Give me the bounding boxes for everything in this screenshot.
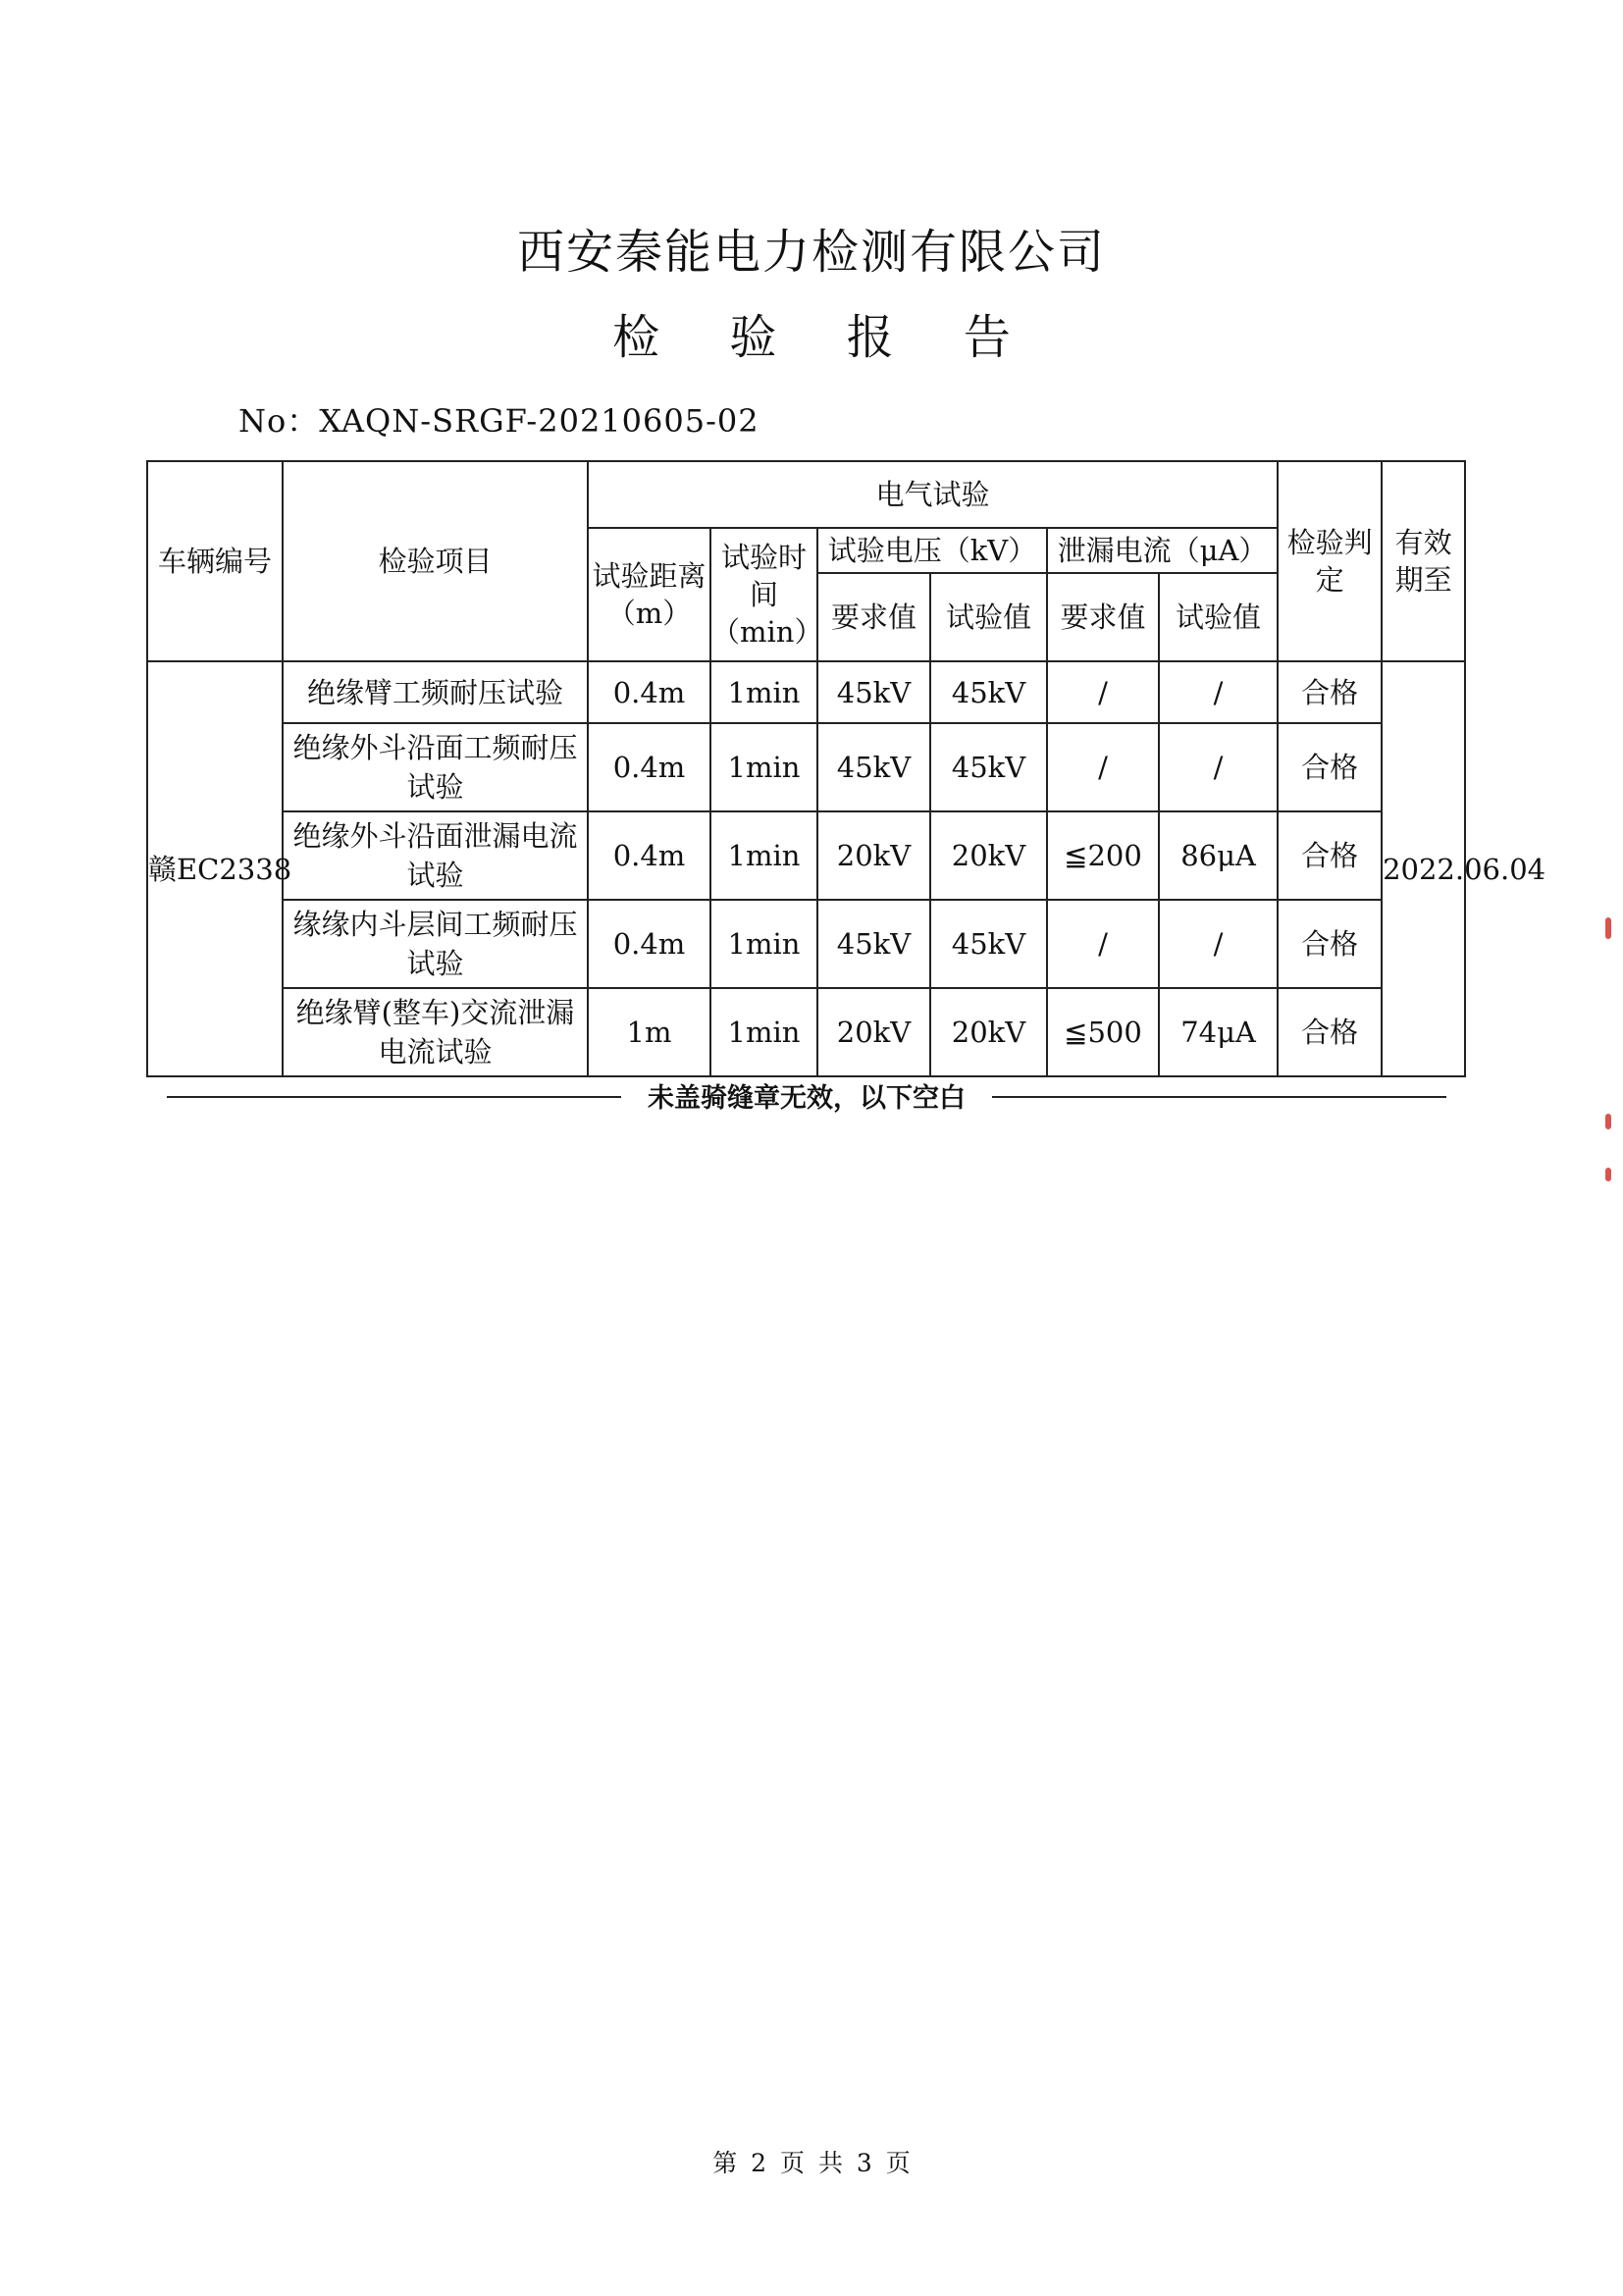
test-distance: 1m <box>588 988 710 1076</box>
seal-edge-mark <box>1605 1114 1611 1129</box>
blank-below-notice: 未盖骑缝章无效，以下空白 <box>648 1083 966 1114</box>
company-name: 西安秦能电力检测有限公司 <box>516 225 1106 280</box>
table-row <box>147 811 1465 900</box>
header-distance: 试验距离（m） <box>588 528 710 661</box>
judgement-result: 合格 <box>1278 900 1382 988</box>
voltage-required: 20kV <box>817 811 930 900</box>
table-row <box>147 661 1465 723</box>
voltage-required: 45kV <box>817 661 930 723</box>
header-electrical-test: 电气试验 <box>588 461 1278 528</box>
test-item-name: 绝缘外斗沿面工频耐压试验 <box>283 723 588 811</box>
leakage-required: ≦500 <box>1047 988 1159 1076</box>
voltage-required: 45kV <box>817 900 930 988</box>
seal-edge-mark <box>1605 1168 1611 1181</box>
test-item-name: 绝缘臂工频耐压试验 <box>283 661 588 723</box>
test-distance: 0.4m <box>588 900 710 988</box>
test-item-name: 绝缘臂(整车)交流泄漏电流试验 <box>283 988 588 1076</box>
leakage-measured: / <box>1159 723 1278 811</box>
table-row <box>147 988 1465 1076</box>
leakage-required: / <box>1047 723 1159 811</box>
test-distance: 0.4m <box>588 811 710 900</box>
notice-divider-right <box>992 1096 1446 1098</box>
table-row <box>147 900 1465 988</box>
voltage-measured: 45kV <box>930 661 1047 723</box>
header-voltage: 试验电压（kV） <box>817 528 1047 573</box>
valid-until-date: 2022.06.04 <box>1382 661 1465 1076</box>
leakage-measured: 86μA <box>1159 811 1278 900</box>
judgement-result: 合格 <box>1278 811 1382 900</box>
header-time: 试验时间（min） <box>710 528 817 661</box>
judgement-result: 合格 <box>1278 661 1382 723</box>
voltage-required: 20kV <box>817 988 930 1076</box>
voltage-required: 45kV <box>817 723 930 811</box>
leakage-measured: / <box>1159 900 1278 988</box>
leakage-required: / <box>1047 900 1159 988</box>
judgement-result: 合格 <box>1278 723 1382 811</box>
test-distance: 0.4m <box>588 661 710 723</box>
header-voltage-measured: 试验值 <box>930 573 1047 661</box>
notice-divider-left <box>167 1096 621 1098</box>
test-time: 1min <box>710 661 817 723</box>
test-time: 1min <box>710 811 817 900</box>
report-title: 检 验 报 告 <box>612 310 1038 365</box>
leakage-required: ≦200 <box>1047 811 1159 900</box>
header-leakage: 泄漏电流（μA） <box>1047 528 1278 573</box>
header-voltage-required: 要求值 <box>817 573 930 661</box>
test-item-name: 绝缘外斗沿面泄漏电流试验 <box>283 811 588 900</box>
header-leakage-required: 要求值 <box>1047 573 1159 661</box>
test-item-name: 缘缘内斗层间工频耐压试验 <box>283 900 588 988</box>
vehicle-number: 赣EC2338 <box>147 661 283 1076</box>
leakage-measured: / <box>1159 661 1278 723</box>
header-leakage-measured: 试验值 <box>1159 573 1278 661</box>
header-judgement: 检验判定 <box>1278 461 1382 661</box>
voltage-measured: 20kV <box>930 988 1047 1076</box>
inspection-table <box>146 460 1546 1077</box>
leakage-required: / <box>1047 661 1159 723</box>
table-row <box>147 723 1465 811</box>
voltage-measured: 45kV <box>930 900 1047 988</box>
test-time: 1min <box>710 988 817 1076</box>
header-test-item: 检验项目 <box>283 461 588 661</box>
leakage-measured: 74μA <box>1159 988 1278 1076</box>
report-number: No：XAQN-SRGF-20210605-02 <box>238 402 759 440</box>
header-valid-until: 有效期至 <box>1382 461 1465 661</box>
test-time: 1min <box>710 723 817 811</box>
test-time: 1min <box>710 900 817 988</box>
header-vehicle-no: 车辆编号 <box>147 461 283 661</box>
seal-edge-mark <box>1605 917 1611 939</box>
voltage-measured: 20kV <box>930 811 1047 900</box>
voltage-measured: 45kV <box>930 723 1047 811</box>
judgement-result: 合格 <box>1278 988 1382 1076</box>
page-indicator: 第 2 页 共 3 页 <box>712 2149 911 2177</box>
test-distance: 0.4m <box>588 723 710 811</box>
